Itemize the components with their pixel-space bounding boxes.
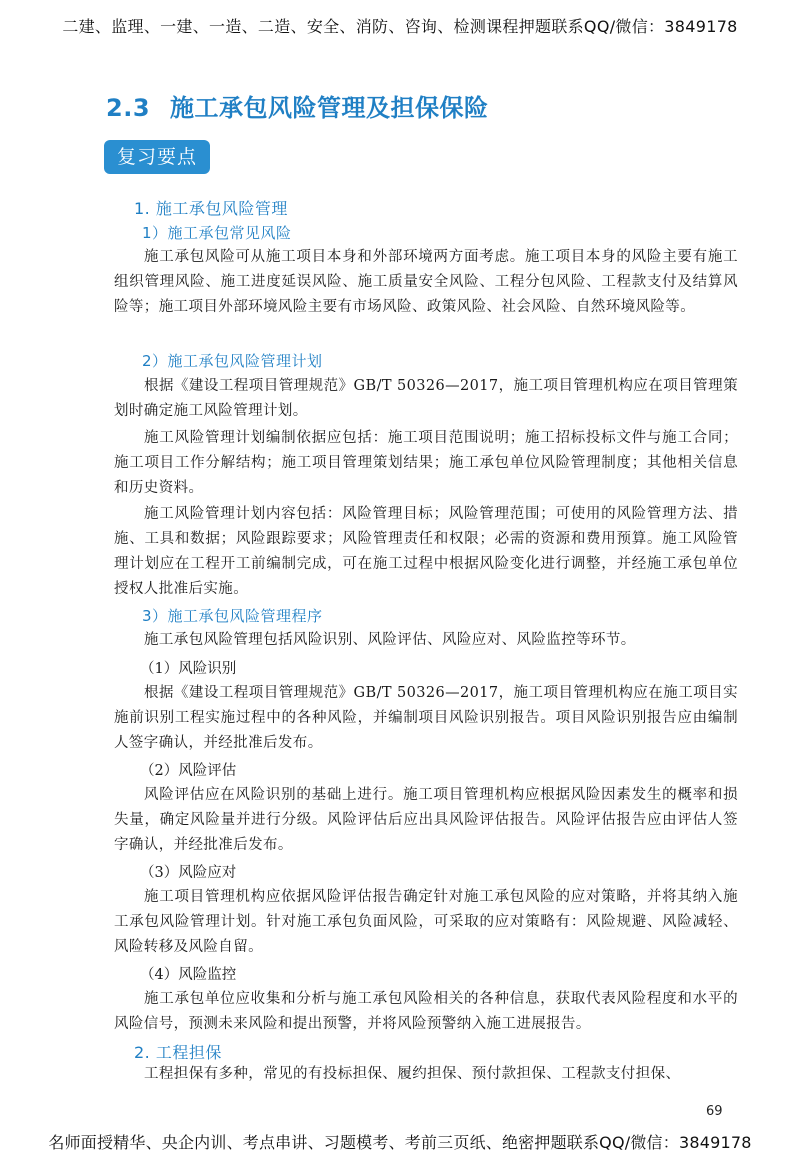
heading-risk-response: （3）风险应对 <box>140 865 237 881</box>
heading-risk-monitoring: （4）风险监控 <box>140 967 237 983</box>
page-number: 69 <box>706 1104 723 1119</box>
paragraph-risk-response: 施工项目管理机构应依据风险评估报告确定针对施工承包风险的应对策略，并将其纳入施工承包风险管理计划。针对施工承包负面风险，可采取的应对策略有：风险规避、风险减轻、风险转移及风险自留。 <box>114 889 738 955</box>
heading-engineering-guarantee: 2. 工程担保 <box>134 1043 222 1062</box>
header-banner: 二建、监理、一建、一造、二造、安全、消防、咨询、检测课程押题联系QQ/微信：3849178 <box>62 17 738 36</box>
heading-risk-identification: （1）风险识别 <box>140 661 237 677</box>
paragraph-risk-assessment: 风险评估应在风险识别的基础上进行。施工项目管理机构应根据风险因素发生的概率和损失量，确定风险量并进行分级。风险评估后应出具风险评估报告。风险评估报告应由评估人签字确认，并经批准后发布。 <box>114 787 738 853</box>
paragraph-procedure: 施工承包风险管理包括风险识别、风险评估、风险应对、风险监控等环节。 <box>144 632 636 648</box>
paragraph-guarantee: 工程担保有多种，常见的有投标担保、履约担保、预付款担保、工程款支付担保、 <box>144 1066 681 1082</box>
heading-construction-risk-management: 1. 施工承包风险管理 <box>134 199 288 218</box>
heading-risk-management-procedure: 3）施工承包风险管理程序 <box>142 607 323 625</box>
heading-risk-management-plan: 2）施工承包风险管理计划 <box>142 352 323 370</box>
heading-common-risks: 1）施工承包常见风险 <box>142 224 292 242</box>
paragraph-common-risks: 施工承包风险可从施工项目本身和外部环境两方面考虑。施工项目本身的风险主要有施工组织管理风险、施工进度延误风险、施工质量安全风险、工程分包风险、工程款支付及结算风险等；施工项目外部环境风险主要有市场风险、政策风险、社会风险、自然环境风险等。 <box>114 249 738 315</box>
heading-risk-assessment: （2）风险评估 <box>140 763 237 779</box>
paragraph-plan-inputs: 施工风险管理计划编制依据应包括：施工项目范围说明；施工招标投标文件与施工合同；施工项目工作分解结构；施工项目管理策划结果；施工承包单位风险管理制度；其他相关信息和历史资料。 <box>114 430 738 496</box>
section-title <box>106 88 489 123</box>
paragraph-risk-identification: 根据《建设工程项目管理规范》GB/T 50326—2017，施工项目管理机构应在施工项目实施前识别工程实施过程中的各种风险，并编制项目风险识别报告。项目风险识别报告应由编制人签字确认，并经批准后发布。 <box>114 685 738 751</box>
paragraph-plan-basis: 根据《建设工程项目管理规范》GB/T 50326—2017，施工项目管理机构应在项目管理策划时确定施工风险管理计划。 <box>114 378 738 419</box>
paragraph-plan-contents: 施工风险管理计划内容包括：风险管理目标；风险管理范围；可使用的风险管理方法、措施、工具和数据；风险跟踪要求；风险管理责任和权限；必需的资源和费用预算。施工风险管理计划应在工程开工前编制完成，可在施工过程中根据风险变化进行调整，并经施工承包单位授权人批准后实施。 <box>114 506 738 597</box>
section-number: 2.3 <box>106 94 151 122</box>
footer-banner: 名师面授精华、央企内训、考点串讲、习题模考、考前三页纸、绝密押题联系QQ/微信：3849178 <box>48 1133 752 1152</box>
review-points-badge: 复习要点 <box>104 140 210 174</box>
paragraph-risk-monitoring: 施工承包单位应收集和分析与施工承包风险相关的各种信息，获取代表风险程度和水平的风险信号，预测未来风险和提出预警，并将风险预警纳入施工进展报告。 <box>114 991 738 1032</box>
section-title-text: 施工承包风险管理及担保保险 <box>170 94 489 122</box>
